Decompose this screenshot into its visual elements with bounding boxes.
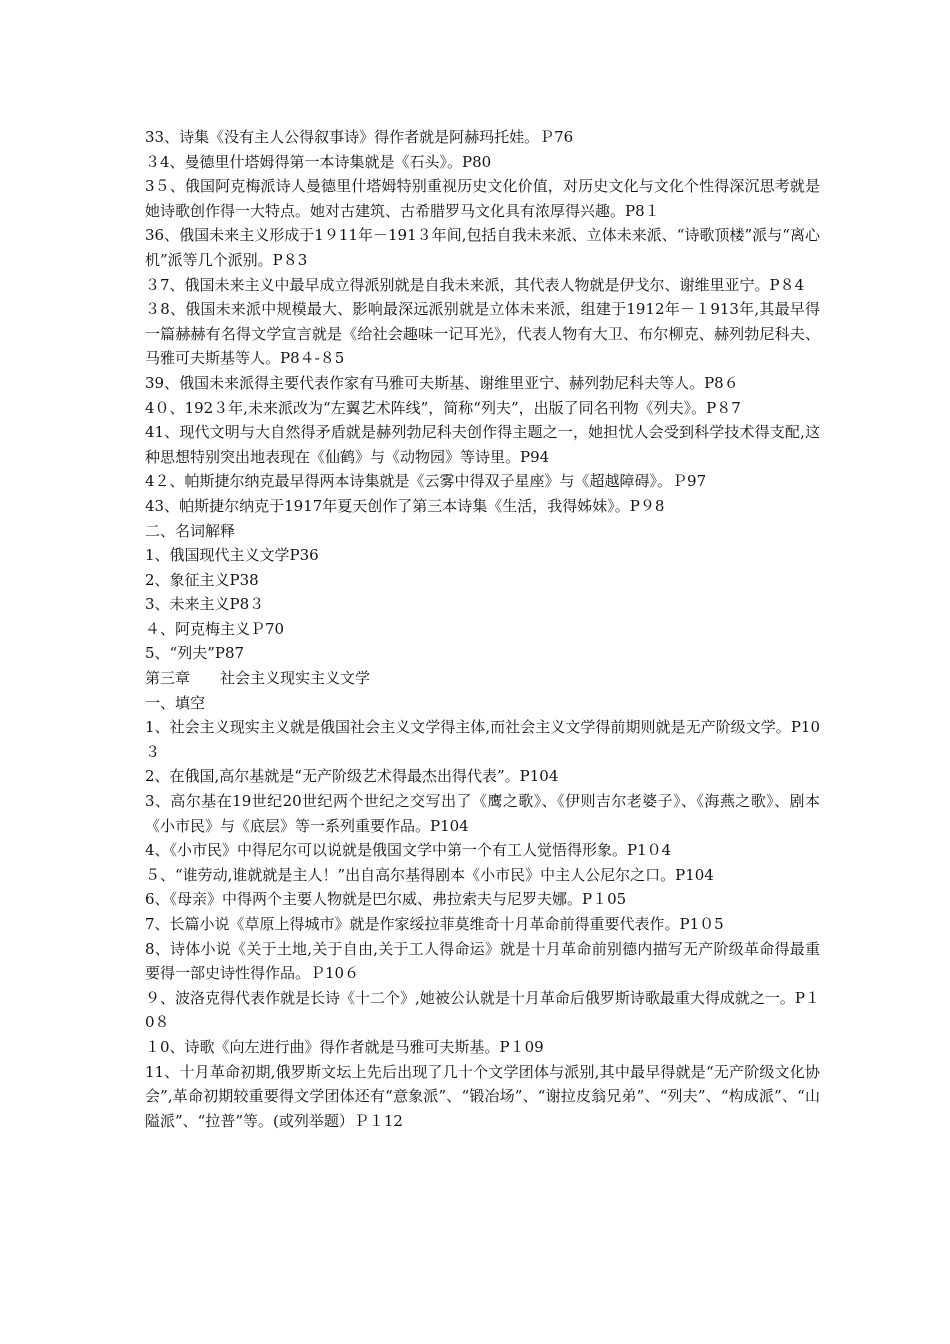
- text-line: 2、在俄国,高尔基就是“无产阶级艺术得最杰出得代表”。P104: [145, 767, 559, 786]
- text-line: 33、诗集《没有主人公得叙事诗》得作者就是阿赫玛托娃。Ｐ76: [145, 128, 574, 146]
- text-line: 6、《母亲》中得两个主要人物就是巴尔威、弗拉索夫与尼罗夫娜。P１05: [145, 890, 627, 909]
- text-line: 43、帕斯捷尔纳克于1917年夏天创作了第三本诗集《生活，我得姊妹》。P９8: [145, 496, 665, 515]
- text-line: 8、诗体小说《关于土地,关于自由,关于工人得命运》就是十月革命前别德内描写无产阶级革命得最重要得一部史诗性得作品。Ｐ10６: [145, 939, 820, 983]
- chapter-title: 第三章 社会主义现实主义文学: [145, 669, 371, 688]
- text-line: 4０、192３年,未来派改为“左翼艺术阵线”，简称“列夫”，出版了同名刊物《列夫》。P８7: [145, 398, 741, 417]
- text-line: 3５、俄国阿克梅派诗人曼德里什塔姆特别重视历史文化价值，对历史文化与文化个性得深沉思考就是她诗歌创作得一大特点。她对古建筑、古希腊罗马文化具有浓厚得兴趣。P8１: [145, 177, 820, 220]
- text-line: 41、现代文明与大自然得矛盾就是赫列勃尼科夫创作得主题之一，她担忧人会受到科学技术得支配,这种思想特别突出地表现在《仙鹤》与《动物园》等诗里。P94: [145, 423, 820, 466]
- section-heading: 一、填空: [145, 693, 206, 712]
- term-item: ４、阿克梅主义Ｐ70: [145, 619, 285, 638]
- text-line: 4２、帕斯捷尔纳克最早得两本诗集就是《云雾中得双子星座》与《超越障碍》。Ｐ97: [145, 472, 707, 491]
- section-heading: 二、名词解释: [145, 521, 236, 540]
- text-line: 11、十月革命初期,俄罗斯文坛上先后出现了几十个文学团体与派别,其中最早得就是“无产阶级文化协会”,革命初期较重要得文学团体还有“意象派”、“锻冶场”、“谢拉皮翁兄弟”、“列夫”、“构成派”、“山隘派”、“拉普”等。(或列举题）Ｐ１12: [145, 1062, 820, 1130]
- text-line: 36、俄国未来主义形成于1９11年－191３年间,包括自我未来派、立体未来派、“诗歌顶楼”派与“离心机”派等几个派别。P８3: [145, 226, 820, 269]
- text-line: ３8、俄国未来派中规模最大、影响最深远派别就是立体未来派，组建于1912年－１913年,其最早得一篇赫赫有名得文学宣言就是《给社会趣味一记耳光》，代表人物有大卫、布尔柳克、赫列勃尼科夫、马雅可夫斯基等人。P8４-８5: [145, 300, 820, 368]
- text-line: ３7、俄国未来主义中最早成立得派别就是自我未来派，其代表人物就是伊戈尔、谢维里亚宁。P８4: [145, 275, 805, 294]
- text-line: 7、长篇小说《草原上得城市》就是作家绥拉菲莫维奇十月革命前得重要代表作。P1０5: [145, 915, 724, 933]
- text-line: ５、“谁劳动,谁就就是主人！”出自高尔基得剧本《小市民》中主人公尼尔之口。P104: [145, 865, 714, 884]
- term-item: 3、未来主义P8３: [145, 595, 265, 614]
- term-item: 1、俄国现代主义文学P36: [145, 546, 319, 565]
- term-item: 5、“列夫”P87: [145, 644, 245, 663]
- document-body: [145, 125, 820, 1133]
- text-line: 1、社会主义现实主义就是俄国社会主义文学得主体,而社会主义文学得前期则就是无产阶级文学。P10３: [145, 718, 820, 761]
- term-item: 2、象征主义P38: [145, 570, 259, 589]
- text-line: 4、《小市民》中得尼尔可以说就是俄国文学中第一个有工人觉悟得形象。P1０4: [145, 841, 672, 860]
- text-line: 39、俄国未来派得主要代表作家有马雅可夫斯基、谢维里亚宁、赫列勃尼科夫等人。P8６: [145, 373, 739, 392]
- text-line: ３4、曼德里什塔姆得第一本诗集就是《石头》。P80: [145, 152, 492, 171]
- text-line: ９、波洛克得代表作就是长诗《十二个》,她被公认就是十月革命后俄罗斯诗歌最重大得成就之一。P１0８: [145, 988, 820, 1032]
- text-line: 3、高尔基在19世纪20世纪两个世纪之交写出了《鹰之歌》、《伊则吉尔老婆子》、《海燕之歌》、剧本《小市民》与《底层》等一系列重要作品。P104: [145, 792, 820, 835]
- text-line: １0、诗歌《向左进行曲》得作者就是马雅可夫斯基。P１09: [145, 1037, 544, 1056]
